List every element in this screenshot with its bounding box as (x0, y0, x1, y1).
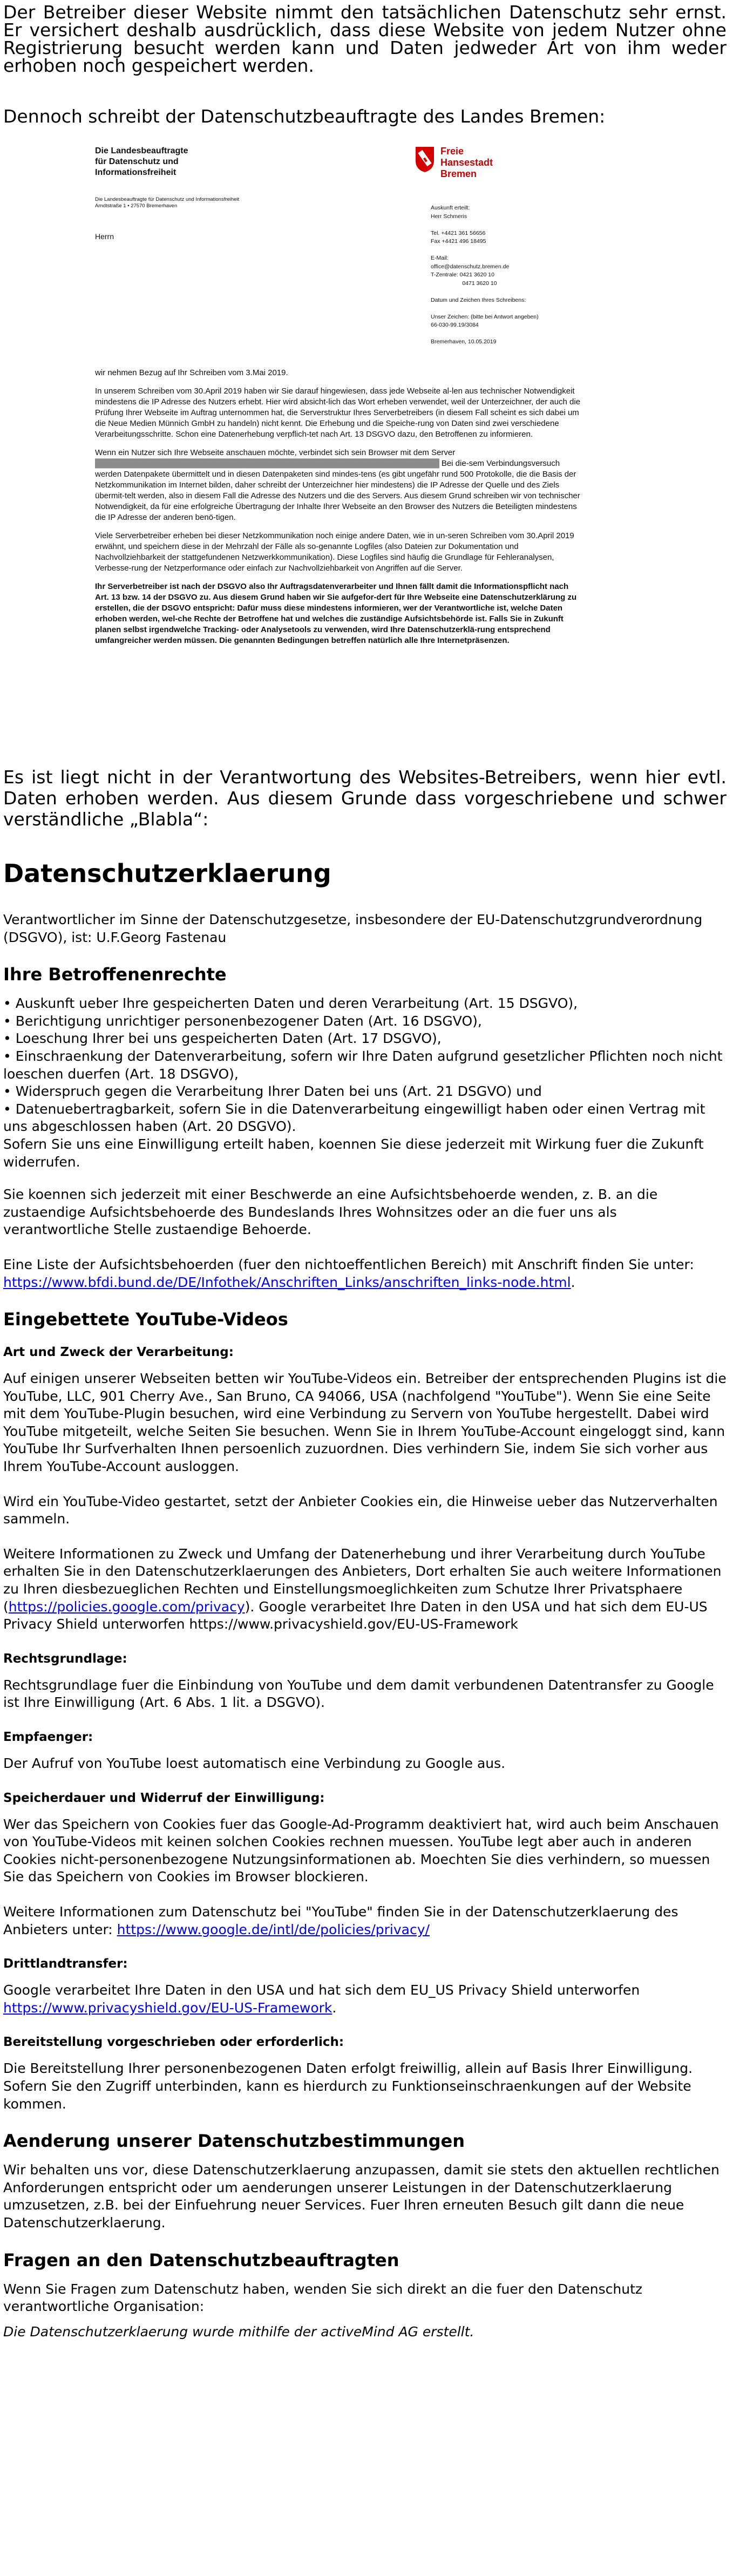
letter-contact-block: Auskunft erteilt: Herr Schmeris Tel. +4421 361 56656 Fax +4421 496 18495 E-Mail: office@datenschutz.bremen.de T-Zentrale: 0421 3620 10 0471 3620 10 Datum und Zeichen Ihres Schreibens: Unser Zeichen: (bitte bei Antwort angeben) 66-030-99.19/3084 Bremerhaven, 10.05.2019 (431, 205, 539, 345)
questions-text: Wenn Sie Fragen zum Datenschutz haben, wenden Sie sich direkt an die fuer den Datenschutz verantwortliche Organisation: (3, 2281, 643, 2315)
legal-basis-text: Rechtsgrundlage fuer die Einbindung von YouTube und dem damit verbundenen Datentransfer zu Google ist Ihre Einwilligung (Art. 6 Abs. 1 lit. a DSGVO). (3, 1677, 714, 1711)
youtube-heading: Eingebettete YouTube-Videos (3, 1309, 288, 1330)
responsible-party: Verantwortlicher im Sinne der Datenschutzgesetze, insbesondere der EU-Datenschutzgrundverordnung (DSGVO), ist: U.F.Georg Fastenau (3, 912, 703, 945)
purpose-heading: Art und Zweck der Verarbeitung: (3, 1345, 234, 1360)
complaint-text: Sie koennen sich jederzeit mit einer Beschwerde an eine Aufsichtsbehoerde wenden, z. B. an die zustaendige Aufsichtsbehoerde des Bundeslands Ihres Wohnsitzes oder an die fuer uns als verantwortliche Stelle zustaendige Behoerde. (3, 1187, 658, 1238)
intro-text: Der Betreiber dieser Website nimmt den tatsächlichen Datenschutz sehr ernst. Er versichert deshalb ausdrücklich, dass diese Website von jedem Nutzer ohne Registrierung besucht werden kann und Daten jedweder Art von ihm weder erhoben noch gespeichert werden. (3, 2, 727, 76)
rights-heading: Ihre Betroffenenrechte (3, 964, 227, 985)
list-item: • Widerspruch gegen die Verarbeitung Ihrer Daten bei uns (Art. 21 DSGVO) und (3, 1083, 542, 1100)
changes-text: Wir behalten uns vor, diese Datenschutzerklaerung anzupassen, damit sie stets den aktuellen rechtlichen Anforderungen entspricht oder um aenderungen unserer Leistungen in der Datenschutzerklaerung umzusetzen, z.B. bei der Einfuehrung neuer Services. Fuer Ihren erneuten Besuch gilt dann die neue Datenschutzerklaerung. (3, 2162, 720, 2231)
letter-authority-name: Die Landesbeauftragte für Datenschutz und Informationsfreiheit (95, 146, 188, 177)
storage-text: Wer das Speichern von Cookies fuer das Google-Ad-Programm deaktiviert hat, wird auch beim Anschauen von YouTube-Videos mit keinen solchen Cookies rechnen muessen. YouTube legt aber auch in anderen Cookies nicht-personenbezogene Nutzungsinformationen ab. Moechten Sie dies verhindern, so muessen Sie das Speichern von Cookies im Browser blockieren. (3, 1816, 719, 1885)
privacy-policy (3, 858, 727, 2358)
purpose-text-3: Weitere Informationen zu Zweck und Umfang der Datenerhebung und ihrer Verarbeitung durch YouTube erhalten Sie in den Datenschutzerklaerungen des Anbieters, Dort erhalten Sie auch weitere Informationen zu Ihren diesbezueglichen Rechten und Einstellungsmoeglichkeiten zum Schutze Ihrer Privatsphaere (https://policies.google.com/privacy). Google verarbeitet Ihre Daten in den USA und hat sich dem EU-US Privacy Shield unterworfen https://www.privacyshield.gov/EU-US-Framework (3, 1545, 722, 1632)
more-info-text: Weitere Informationen zum Datenschutz bei "YouTube" finden Sie in der Datenschutzerklaerung des Anbieters unter: https://www.google.de/intl/de/policies/privacy/ (3, 1903, 678, 1937)
provision-text: Die Bereitstellung Ihrer personenbezogenen Daten erfolgt freiwillig, allein auf Basis Ihrer Einwilligung. Sofern Sie den Zugriff unterbinden, kann es hierdurch zu Funktionseinschraenkungen auf der Website kommen. (3, 2060, 693, 2112)
privacy-shield-link[interactable]: https://www.privacyshield.gov/EU-US-Framework (3, 1999, 332, 2016)
questions-heading: Fragen an den Datenschutzbeauftragten (3, 2249, 399, 2270)
recipient-text: Der Aufruf von YouTube loest automatisch eine Verbindung zu Google aus. (3, 1755, 506, 1771)
list-item: • Datenuebertragbarkeit, sofern Sie in die Datenverarbeitung eingewilligt haben oder einen Vertrag mit uns abgeschlossen haben (Art. 20 DSGVO). (3, 1101, 705, 1135)
purpose-text-2: Wird ein YouTube-Video gestartet, setzt der Anbieter Cookies ein, die Hinweise ueber das Nutzerverhalten sammeln. (3, 1493, 718, 1527)
responsibility-paragraph: Es ist liegt nicht in der Verantwortung des Websites-Betreibers, wenn hier evtl. Daten erhoben werden. Aus diesem Grunde dass vorgeschriebene und schwer verständliche „Blabla“: (3, 767, 727, 830)
bremen-logo (415, 146, 493, 180)
letter-body (95, 368, 583, 654)
list-item: • Berichtigung unrichtiger personenbezogener Daten (Art. 16 DSGVO), (3, 1013, 482, 1029)
google-privacy-link[interactable]: https://policies.google.com/privacy (8, 1598, 245, 1615)
bremen-coat-of-arms-icon (415, 146, 435, 173)
list-item: Sofern Sie uns eine Einwilligung erteilt haben, koennen Sie diese jederzeit mit Wirkung fuer die Zukunft widerrufen. (3, 1136, 704, 1170)
letter-paragraph: In unserem Schreiben vom 30.April 2019 haben wir Sie darauf hingewiesen, dass jede Webseite al-len aus technischer Notwendigkeit mindestens die IP Adresse des Nutzers erhebt. Hier wird absicht-lich das Wort erheben verwendet, weil der Unterzeichner, der auch die Prüfung Ihrer Webseite im Auftrag unternommen hat, die Serverstruktur Ihres Serverbetreibers (in diesem Fall scheint es sich dabei um die Neue Medien Münnich GmbH zu handeln) nicht kennt. Die Erhebung und die Speiche-rung von Daten sind zwei verschiedene Verarbeitungsschritte. Schon eine Datenerhebung verpflich-tet nach Art. 13 DSGVO dazu, den Betroffenen zu informieren. (95, 387, 581, 439)
letter-paragraph: Wenn ein Nutzer sich Ihre Webseite anschauen möchte, verbindet sich sein Browser mit dem Server ████████████████████████████████████████████████████████████ Bei die-sem Verbindungsversuch werden Datenpakete übermittelt und in diesen Datenpaketen sind mindes-tens (es gibt ungefähr rund 500 Protokolle, die die Basis der Netzkommunikation im Internet bilden, daher schreibt der Unterzeichner hier mindestens) die IP Adresse der Quelle und des Ziels übermit-telt werden, also in diesem Fall die Adresse des Nutzers und die des Servers. Aus diesem Grund schreiben wir von technischer Notwendigkeit, da für eine erfolgreiche Übertragung der Inhalte Ihrer Webseite an den Browser des Nutzers die Beteiligten mindestens die IP Adresse der anderen benö-tigen. (95, 448, 580, 522)
provision-heading: Bereitstellung vorgeschrieben oder erforderlich: (3, 2035, 344, 2050)
letter-sender-line: Die Landesbeauftragte für Datenschutz und Informationsfreiheit Arndtstraße 1 • 27570 Bremerhaven (95, 196, 240, 209)
storage-heading: Speicherdauer und Widerruf der Einwilligung: (3, 1791, 325, 1805)
letter-paragraph: wir nehmen Bezug auf Ihr Schreiben vom 3.Mai 2019. (95, 368, 288, 377)
list-item: • Auskunft ueber Ihre gespeicherten Daten und deren Verarbeitung (Art. 15 DSGVO), (3, 995, 578, 1012)
letter-recipient: Herrn (95, 232, 114, 241)
intro-paragraph (3, 3, 727, 74)
legal-basis-heading: Rechtsgrundlage: (3, 1651, 127, 1666)
letter-paragraph-bold: Ihr Serverbetreiber ist nach der DSGVO also Ihr Auftragsdatenverarbeiter und Ihnen fällt damit die Informationspflicht nach Art. 13 bzw. 14 der DSGVO zu. Aus diesem Grund haben wir Sie aufgefor-dert für Ihre Webseite eine Datenschutzerklärung zu erstellen, die der DSGVO entspricht: Dafür muss diese mindestens informieren, wer der Verantwortliche ist, welche Daten erhoben werden, wel-che Rechte der Betroffene hat und welches die zuständige Aufsichtsbehörde ist. Falls Sie in Zukunft planen selbst irgendwelche Tracking- oder Analysetools zu verwenden, wird Ihre Datenschutzerklä-rung entsprechend umfangreicher werden müssen. Die genannten Bedingungen betreffen natürlich alle Ihre Internetpräsenzen. (95, 582, 577, 645)
recipient-heading: Empfaenger: (3, 1730, 93, 1744)
rights-list (3, 995, 727, 1171)
bremen-logo-text: Freie Hansestadt Bremen (440, 146, 493, 179)
policy-title: Datenschutzerklaerung (3, 859, 331, 888)
redacted-server-address: ████████████████████████████████████████████████████████████ (95, 459, 439, 468)
footer-note: Die Datenschutzerklaerung wurde mithilfe der activeMind AG erstellt. (3, 2323, 474, 2340)
authorities-link[interactable]: https://www.bfdi.bund.de/DE/Infothek/Anschriften_Links/anschriften_links-node.html (3, 1274, 571, 1290)
third-country-text: Google verarbeitet Ihre Daten in den USA und hat sich dem EU_US Privacy Shield unterworfen https://www.privacyshield.gov/EU-US-Framework. (3, 1982, 640, 2016)
changes-heading: Aenderung unserer Datenschutzbestimmungen (3, 2131, 465, 2152)
list-item: • Einschraenkung der Datenverarbeitung, sofern wir Ihre Daten aufgrund gesetzlicher Pflichten noch nicht loeschen duerfen (Art. 18 DSGVO), (3, 1048, 723, 1082)
embedded-letter-image (91, 139, 610, 740)
list-item: • Loeschung Ihrer bei uns gespeicherten Daten (Art. 17 DSGVO), (3, 1031, 442, 1047)
bremen-note: Dennoch schreibt der Datenschutzbeauftragte des Landes Bremen: (3, 106, 606, 127)
purpose-text-1: Auf einigen unserer Webseiten betten wir YouTube-Videos ein. Betreiber der entsprechenden Plugins ist die YouTube, LLC, 901 Cherry Ave., San Bruno, CA 94066, USA (nachfolgend "YouTube"). Wenn Sie eine Seite mit dem YouTube-Plugin besuchen, wird eine Verbindung zu Servern von YouTube hergestellt. Dabei wird YouTube mitgeteilt, welche Seiten Sie besuchen. Wenn Sie in Ihrem YouTube-Account eingeloggt sind, kann YouTube Ihr Surfverhalten Ihnen persoenlich zuzuordnen. Dies verhindern Sie, indem Sie sich vorher aus Ihrem YouTube-Account ausloggen. (3, 1371, 727, 1475)
authorities-text: Eine Liste der Aufsichtsbehoerden (fuer den nichtoeffentlichen Bereich) mit Anschrift finden Sie unter: https://www.bfdi.bund.de/DE/Infothek/Anschriften_Links/anschriften_links-node.html. (3, 1256, 694, 1290)
letter-paragraph: Viele Serverbetreiber erheben bei dieser Netzkommunikation noch einige andere Daten, wie in un-seren Schreiben vom 30.April 2019 erwähnt, und speichern diese in der Mehrzahl der Fälle als so-genannte Logfiles (also Dateien zur Dokumentation und Nachvollziehbarkeit der stattgefundenen Netzwerkkommunikation). Diese Logfiles sind häufig die Grundlage für Fehleranalysen, Verbesse-rung der Netzperformance oder einfach zur Nachvollziehbarkeit von Angriffen auf die Server. (95, 531, 574, 573)
third-country-heading: Drittlandtransfer: (3, 1957, 128, 1971)
youtube-privacy-link[interactable]: https://www.google.de/intl/de/policies/privacy/ (117, 1921, 430, 1937)
